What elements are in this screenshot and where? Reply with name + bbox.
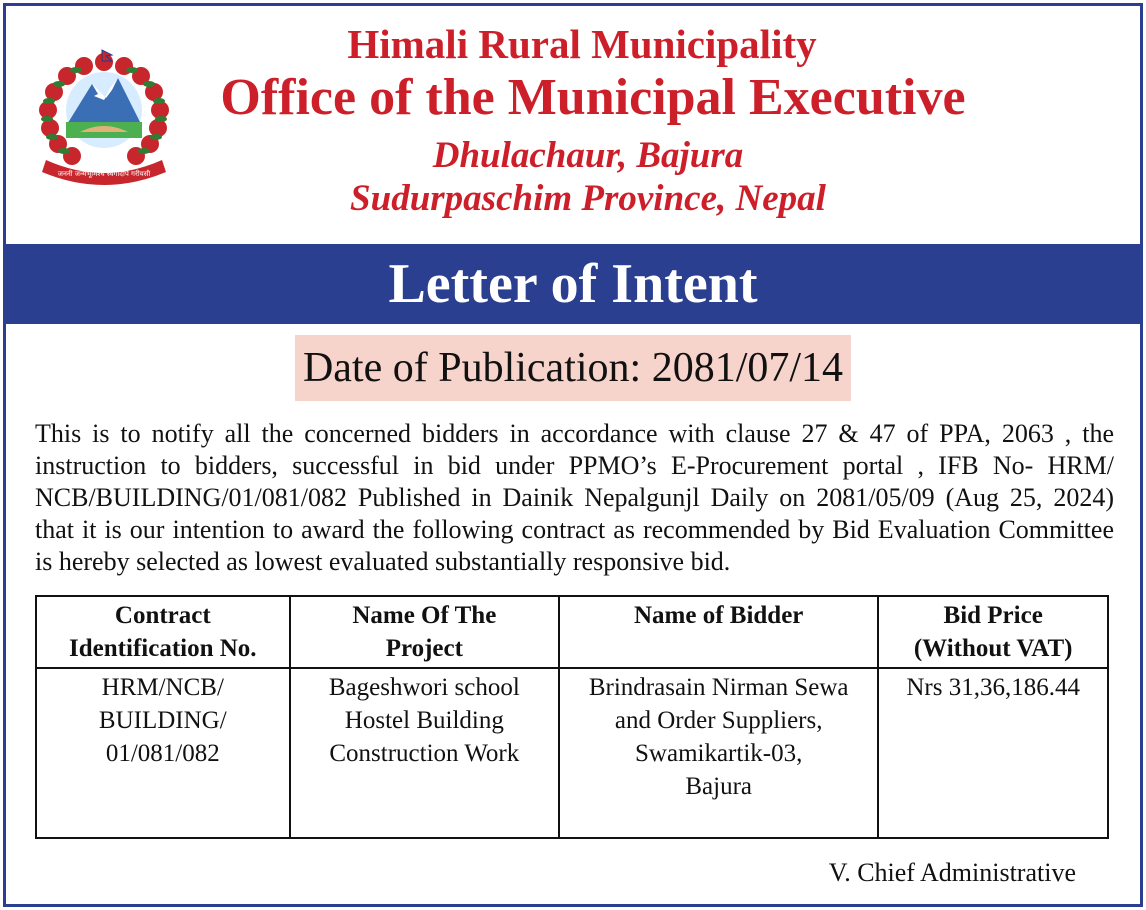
cell-line: 01/081/082 — [105, 740, 220, 767]
cell-bid-price — [878, 668, 1108, 838]
table-row — [36, 668, 1108, 838]
header-line: Name Of The — [352, 602, 497, 629]
cell-line: Brindrasain Nirman Sewa — [588, 674, 849, 701]
notice-frame — [3, 3, 1143, 907]
notice-paragraph: This is to notify all the concerned bidders in accordance with clause 27 & 47 of PPA, 2063 , the instruction to bidders, successful in bid under PPMO’s E-Procurement portal , IFB No- HRM/ NCB/BUILDING/01/081/082 Published in Dainik Nepalgunjl Daily on 2081/05/09 (Aug 25, 2024) that it is our intention to award the following contract as recommended by Bid Evaluation Committee is hereby selected as lowest evaluated substantially responsive bid. — [35, 419, 1114, 576]
cell-line: Nrs 31,36,186.44 — [906, 674, 1080, 701]
cell-line: and Order Suppliers, — [614, 707, 823, 734]
office-location: Dhulachaur, Bajura — [432, 135, 744, 176]
header-line: Name of Bidder — [633, 602, 804, 629]
cell-line: BUILDING/ — [98, 707, 227, 734]
signoff-designation: V. Chief Administrative — [828, 858, 1076, 887]
cell-contract-id — [36, 668, 290, 838]
cell-line: Construction Work — [329, 740, 520, 767]
award-table — [35, 595, 1109, 839]
notice-title-banner: Letter of Intent — [6, 244, 1140, 324]
table-header-row — [36, 596, 1108, 668]
cell-line: Hostel Building — [344, 707, 504, 734]
header-project-name — [290, 596, 559, 668]
emblem-motto: जननी जन्मभूमिश्च स्वर्गादपि गरीयसी — [57, 170, 151, 178]
office-province: Sudurpaschim Province, Nepal — [350, 178, 826, 219]
cell-line: Swamikartik-03, — [635, 740, 803, 767]
publication-date-wrap — [6, 335, 1140, 401]
header-contract-id — [36, 596, 290, 668]
publication-date: Date of Publication: 2081/07/14 — [295, 335, 851, 401]
header-bid-price — [878, 596, 1108, 668]
header-bidder-name — [559, 596, 878, 668]
header-line: Identification No. — [69, 635, 257, 662]
cell-project-name — [290, 668, 559, 838]
header-line: (Without VAT) — [913, 635, 1073, 662]
header-line: Bid Price — [943, 602, 1043, 629]
header-line: Project — [385, 635, 463, 662]
office-name: Office of the Municipal Executive — [220, 69, 966, 126]
notice-header — [6, 6, 1140, 242]
cell-line: Bajura — [685, 773, 752, 800]
header-line: Contract — [114, 602, 211, 629]
office-heading — [6, 20, 1140, 220]
cell-line: Bageshwori school — [328, 674, 520, 701]
municipality-name: Himali Rural Municipality — [347, 21, 817, 67]
cell-line: HRM/NCB/ — [101, 674, 224, 701]
cell-bidder-name — [559, 668, 878, 838]
